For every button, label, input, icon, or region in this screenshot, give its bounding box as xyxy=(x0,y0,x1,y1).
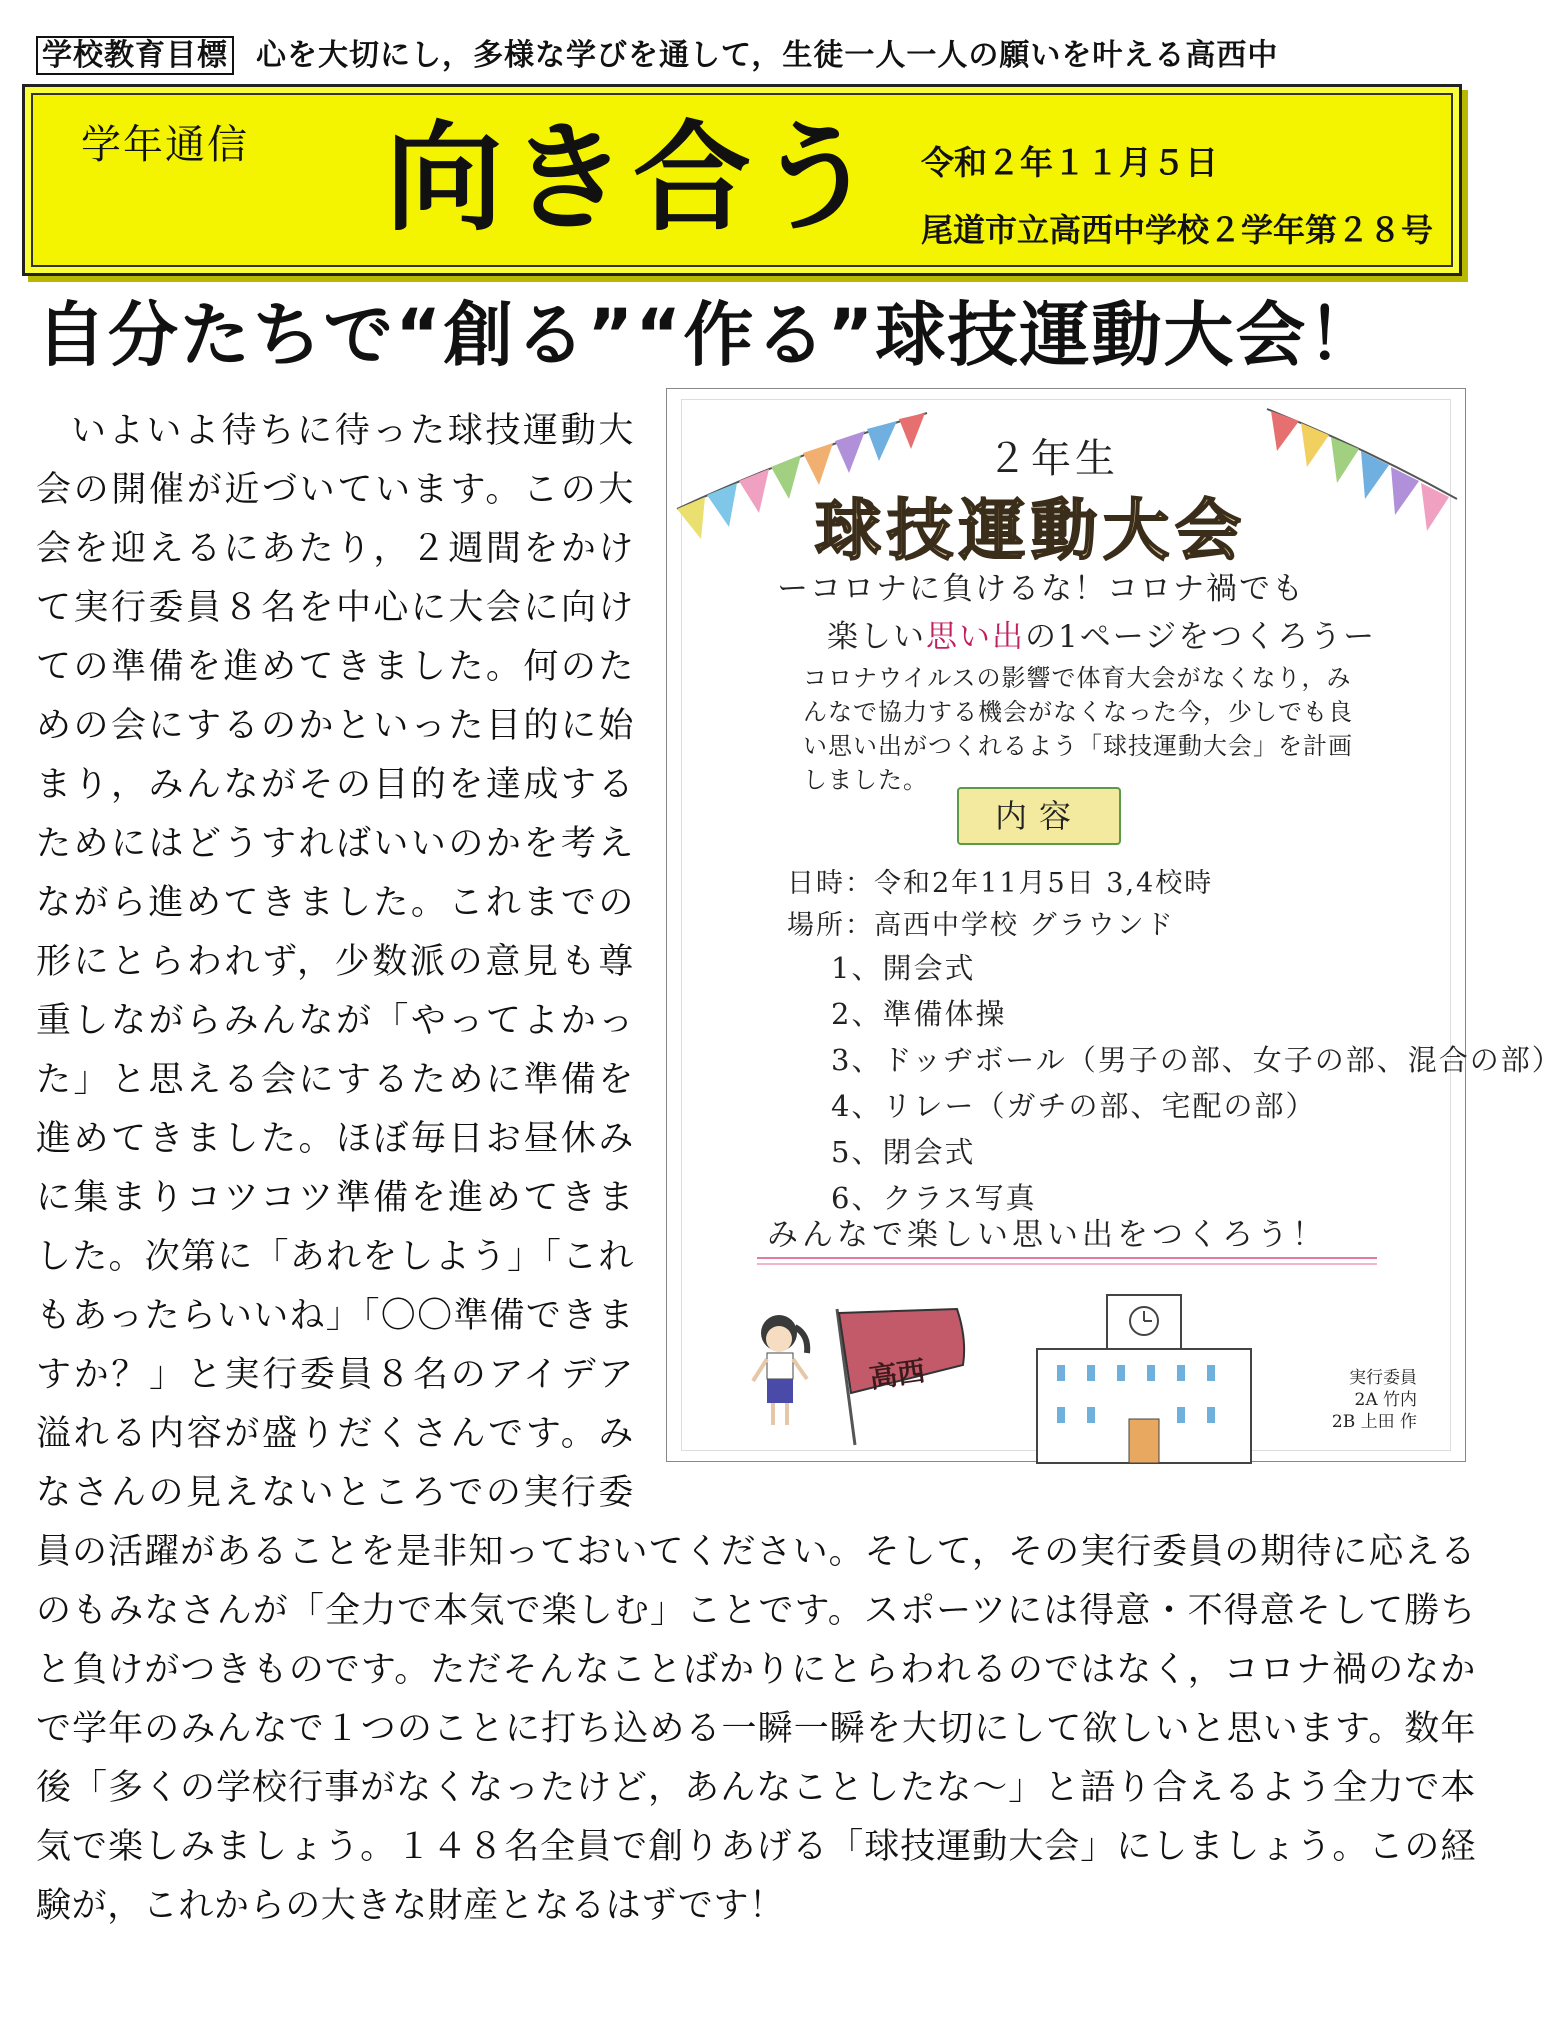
school-motto xyxy=(36,30,1476,74)
poster-subtitle-2b: 思い出 xyxy=(926,619,1025,655)
poster-datetime: 日時：令和2年11月5日 3,4校時 xyxy=(787,868,1214,899)
poster-subtitle-2a: 楽しい xyxy=(827,619,926,655)
program-item: 6、クラス写真 xyxy=(831,1181,1037,1215)
poster-subtitle-2 xyxy=(827,611,1376,656)
issue-date: 令和２年１１月５日 xyxy=(921,143,1218,182)
poster-content-label: 内容 xyxy=(957,787,1121,845)
poster-event-title: 球技運動大会 xyxy=(815,491,1247,569)
poster-place: 場所：高西中学校 グラウンド xyxy=(787,910,1175,941)
committee-line: 実行委員 xyxy=(1349,1368,1417,1388)
newsletter-title: 向き合う xyxy=(385,109,882,247)
school-illustration-icon xyxy=(667,1269,1467,1463)
program-item: 4、リレー（ガチの部、宅配の部） xyxy=(831,1089,1317,1123)
poster-program-list xyxy=(831,945,1563,1221)
article-text: いよいよ待ちに待った球技運動大会の開催が近づいています。この大会を迎えるにあたり，２週間をかけて実行委員８名を中心に大会に向けての準備を進めてきました。何のための会にするのかといった目的に始まり，みんながその目的を達成するためにはどうすればいいのかを考えながら進めてきました。これまでの形にとらわれず，少数派の意見も尊重しながらみんなが「やってよかった」と思える会にするために準備を進めてきました。ほぼ毎日お昼休みに集まりコツコツ準備を進めてきました。次第に「あれをしよう」「これもあったらいいね」「〇〇準備できますか？」と実行委員８名のアイデア溢れる内容が盛りだくさんです。みなさんの見えないところでの実行委員の活躍があることを是非知っておいてください。そして，その実行委員の期待に応えるのもみなさんが「全力で本気で楽しむ」ことです。スポーツには得意・不得意そして勝ちと負けがつきものです。ただそんなことばかりにとらわれるのではなく，コロナ禍のなかで学年のみんなで１つのことに打ち込める一瞬一瞬を大切にして欲しいと思います。数年後「多くの学校行事がなくなったけど，あんなことしたな～」と語り合えるよう全力で本気で楽しみましょう。１４８名全員で創りあげる「球技運動大会」にしましょう。この経験が，これからの大きな財産となるはずです！ xyxy=(36,411,1476,1926)
program-item: 5、閉会式 xyxy=(831,1135,976,1169)
newsletter-kind: 学年通信 xyxy=(81,122,249,168)
program-item: 1、開会式 xyxy=(831,951,976,985)
event-poster xyxy=(666,388,1563,1462)
poster-slogan: みんなで楽しい思い出をつくろう！ xyxy=(767,1217,1327,1253)
poster-intro: コロナウイルスの影響で体育大会がなくなり，みんなで協力する機会がなくなった今，少しでも良い思い出がつくれるよう「球技運動大会」を計画しました。 xyxy=(803,664,1353,794)
issue-number: 尾道市立高西中学校２学年第２８号 xyxy=(921,211,1434,249)
poster-subtitle-2c: の1ページをつくろうー xyxy=(1025,619,1377,655)
program-item: 2、準備体操 xyxy=(831,997,1007,1031)
poster-grade: ２年生 xyxy=(987,436,1119,482)
newsletter-banner xyxy=(22,84,1462,276)
motto-label: 学校教育目標 xyxy=(36,36,234,75)
poster-committee xyxy=(1307,1367,1417,1433)
poster-underline xyxy=(757,1257,1377,1265)
article-headline: 自分たちで“創る”“作る”球技運動大会！ xyxy=(36,294,1380,376)
committee-line: 2A 竹内 xyxy=(1354,1390,1417,1410)
motto-text: 心を大切にし，多様な学びを通して，生徒一人一人の願いを叶える高西中 xyxy=(256,38,1279,73)
program-item: 3、ドッヂボール（男子の部、女子の部、混合の部） xyxy=(831,1043,1563,1077)
poster-subtitle-1: ーコロナに負けるな！コロナ禍でも xyxy=(777,571,1305,607)
committee-line: 2B 上田 作 xyxy=(1331,1412,1417,1432)
poster-flag-text: 高西 xyxy=(867,1354,928,1395)
